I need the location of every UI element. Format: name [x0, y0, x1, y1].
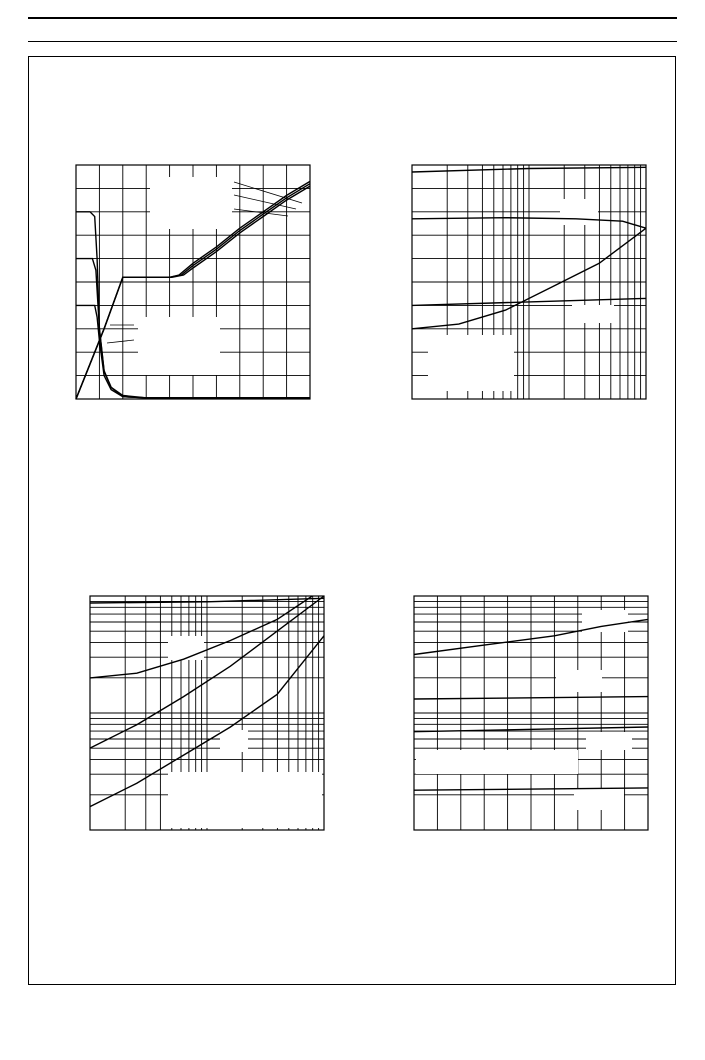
callout-line — [107, 340, 134, 343]
legend-area-2 — [556, 670, 602, 692]
label-areas — [168, 636, 322, 828]
legend-area-5 — [574, 788, 624, 810]
header-rule-bottom — [28, 41, 677, 42]
legend-area-3 — [586, 732, 632, 750]
legend-area-upper — [168, 636, 204, 660]
legend-area-4 — [416, 750, 578, 774]
label-areas — [138, 177, 232, 375]
legend-area-middle — [220, 730, 248, 752]
legend-area-upper — [560, 199, 598, 225]
legend-area-lower — [168, 772, 322, 828]
chart-top-left — [76, 165, 310, 399]
chart-bottom-left — [90, 596, 324, 830]
legend-area-lower — [428, 335, 514, 391]
legend-area-upper — [150, 177, 232, 229]
header-rule-top — [28, 17, 677, 19]
label-areas — [428, 199, 614, 391]
chart-bottom-right — [414, 596, 648, 830]
legend-area-lower — [138, 317, 220, 375]
legend-area-middle — [572, 305, 614, 323]
chart-top-right — [412, 165, 646, 399]
